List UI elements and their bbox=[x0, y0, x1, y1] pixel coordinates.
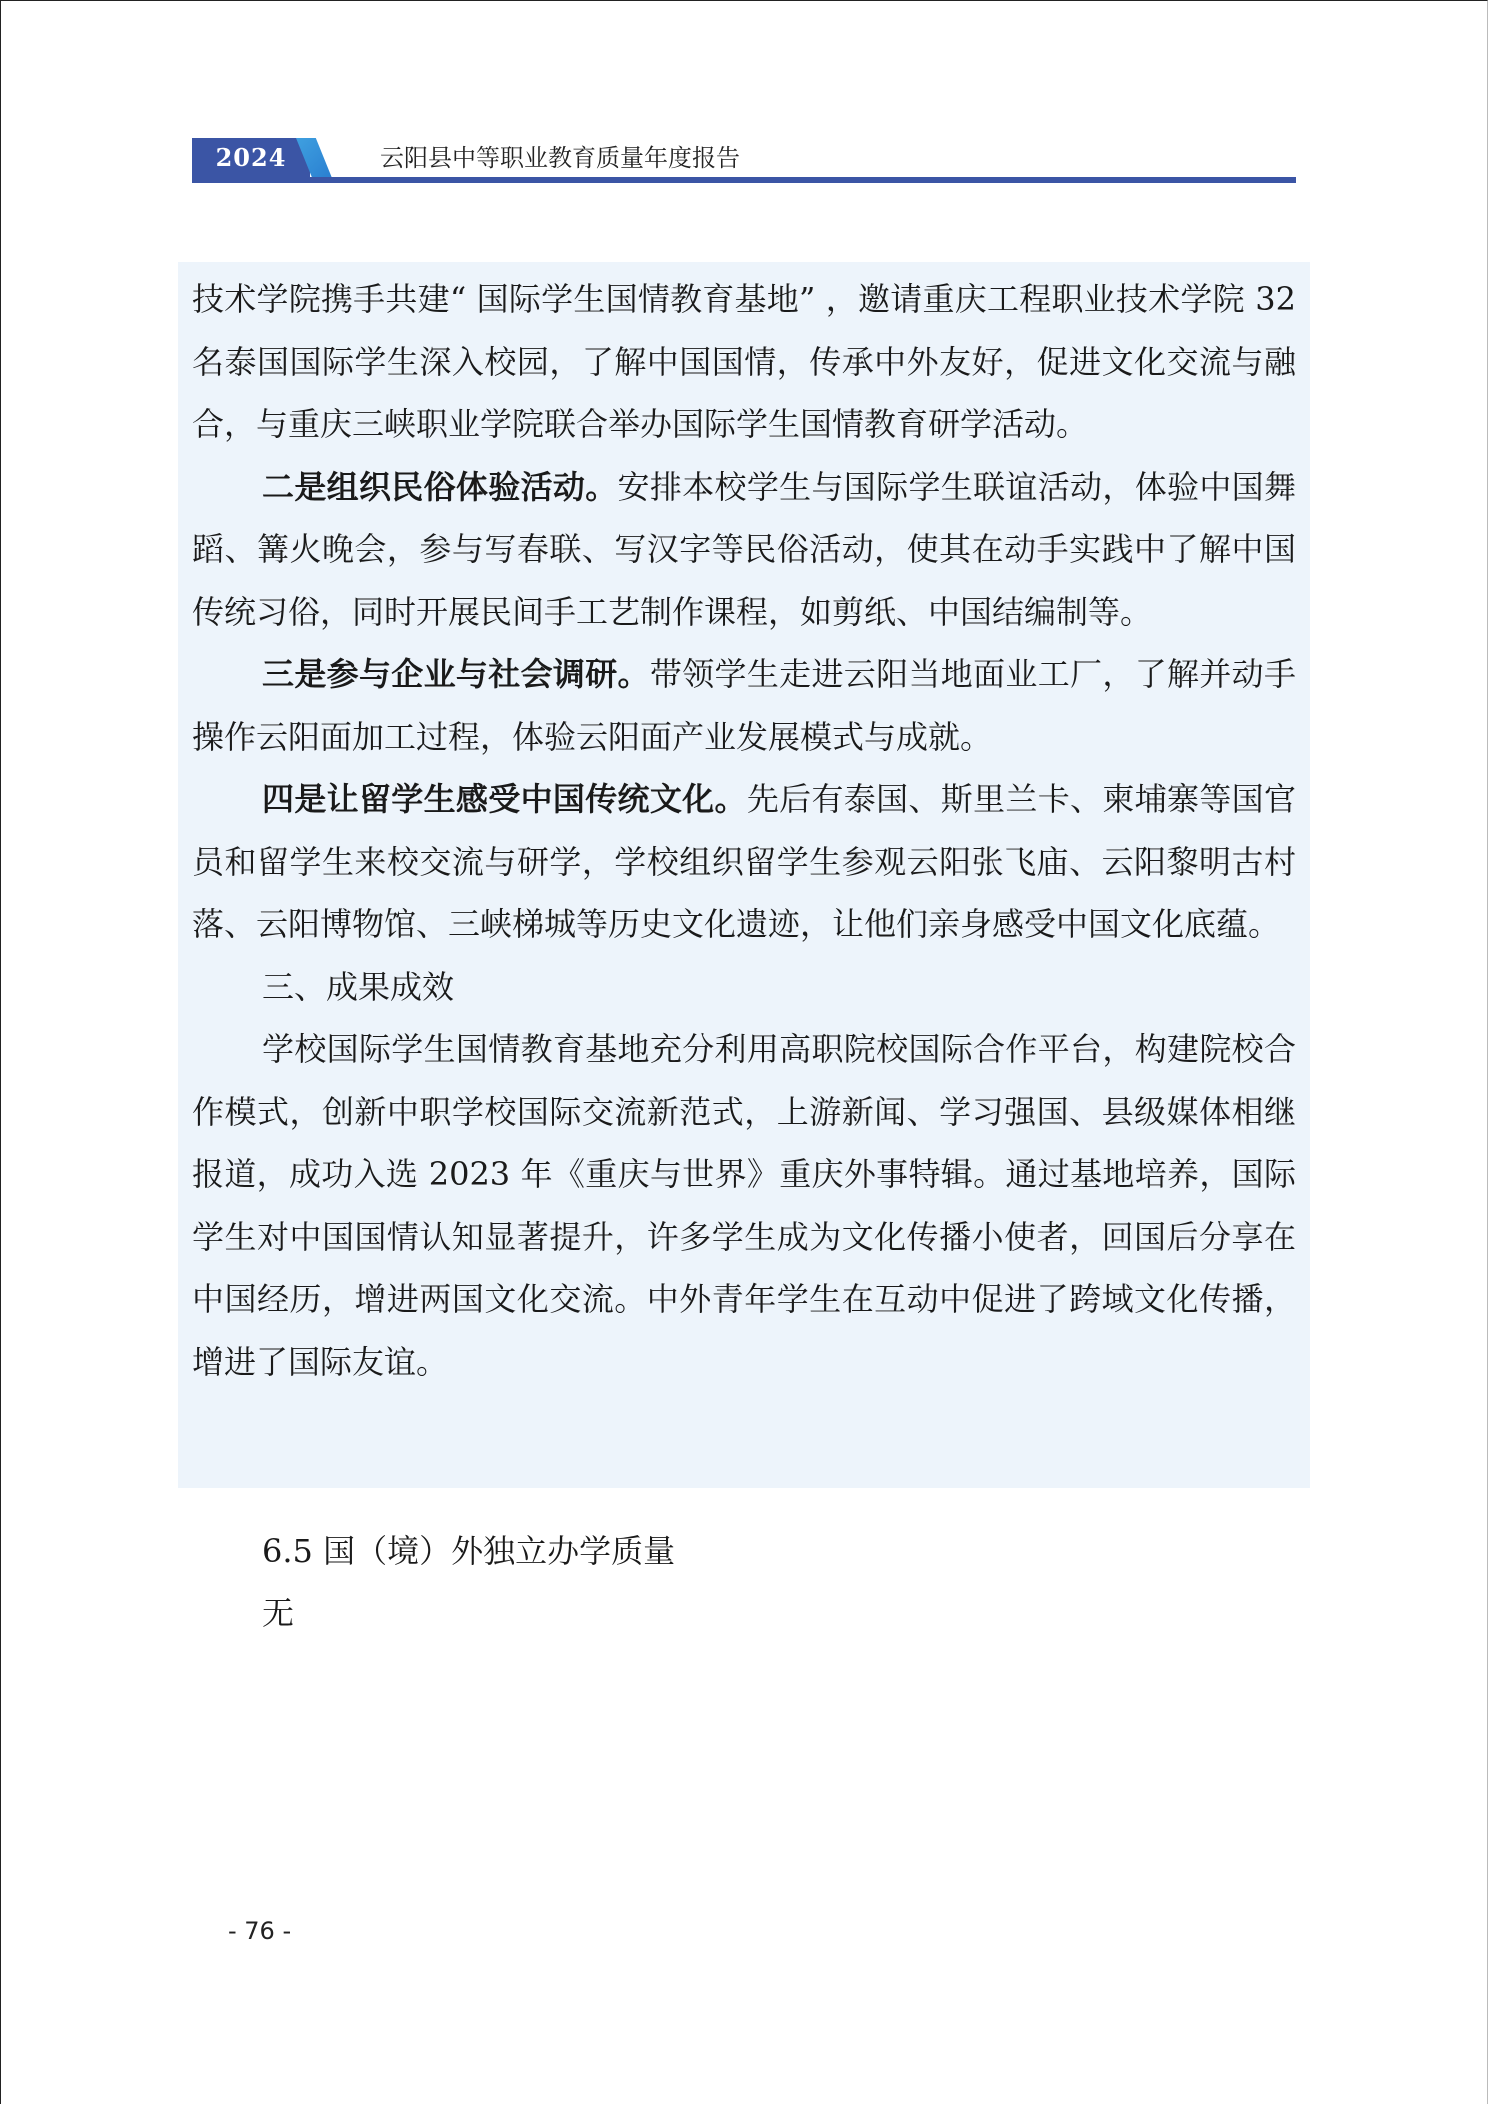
paragraph-results: 学校国际学生国情教育基地充分利用高职院校国际合作平台，构建院校合作模式，创新中职学校国际交流新范式，上游新闻、学习强国、县级媒体相继报道，成功入选 2023 年《重庆与世界》重庆外事特辑。通过基地培养，国际学生对中国国情认知显著提升，许多学生成为文化传播小使者，回国后分享在中国经历，增进两国文化交流。中外青年学生在互动中促进了跨域文化传播，增进了国际友谊。 bbox=[192, 1030, 1296, 1381]
paragraph-lead: 四是让留学生感受中国传统文化。 bbox=[262, 780, 747, 818]
subheading-results: 三、成果成效 bbox=[262, 967, 455, 1006]
paragraph-continued: 技术学院携手共建“ 国际学生国情教育基地” ，邀请重庆工程职业技术学院 32 名泰国国际学生深入校园，了解中国国情，传承中外友好，促进文化交流与融合，与重庆三峡职业学院联合举办国际学生国情教育研学活动。 bbox=[192, 280, 1296, 443]
paragraph-body: 先后有泰国、斯里兰卡、柬埔寨等国官员和留学生来校交流与研学，学校组织留学生参观云阳张飞庙、云阳黎明古村落、云阳博物馆、三峡梯城等历史文化遗迹，让他们亲身感受中国文化底蕴。 bbox=[192, 780, 1296, 943]
paragraph-traditional-culture bbox=[192, 768, 1296, 956]
year-badge: 2024 bbox=[192, 138, 310, 178]
report-title: 云阳县中等职业教育质量年度报告 bbox=[380, 144, 740, 172]
paragraph-body: 带领学生走进云阳当地面业工厂，了解并动手操作云阳面加工过程，体验云阳面产业发展模式与成就。 bbox=[192, 655, 1296, 756]
paragraph-lead: 三是参与企业与社会调研。 bbox=[262, 655, 650, 693]
section-heading: 6.5 国（境）外独立办学质量 bbox=[262, 1532, 676, 1570]
section-body: 无 bbox=[262, 1594, 295, 1632]
paragraph-enterprise-research bbox=[192, 643, 1296, 768]
case-study-text bbox=[192, 268, 1296, 1393]
page-number: - 76 - bbox=[228, 1917, 292, 1945]
paragraph-folk-activities bbox=[192, 456, 1296, 644]
page-header bbox=[192, 138, 1296, 184]
paragraph-lead: 二是组织民俗体验活动。 bbox=[262, 467, 618, 506]
header-rule bbox=[192, 177, 1296, 183]
paragraph-body: 安排本校学生与国际学生联谊活动，体验中国舞蹈、篝火晚会，参与写春联、写汉字等民俗活动，使其在动手实践中了解中国传统习俗，同时开展民间手工艺制作课程，如剪纸、中国结编制等。 bbox=[192, 467, 1296, 631]
